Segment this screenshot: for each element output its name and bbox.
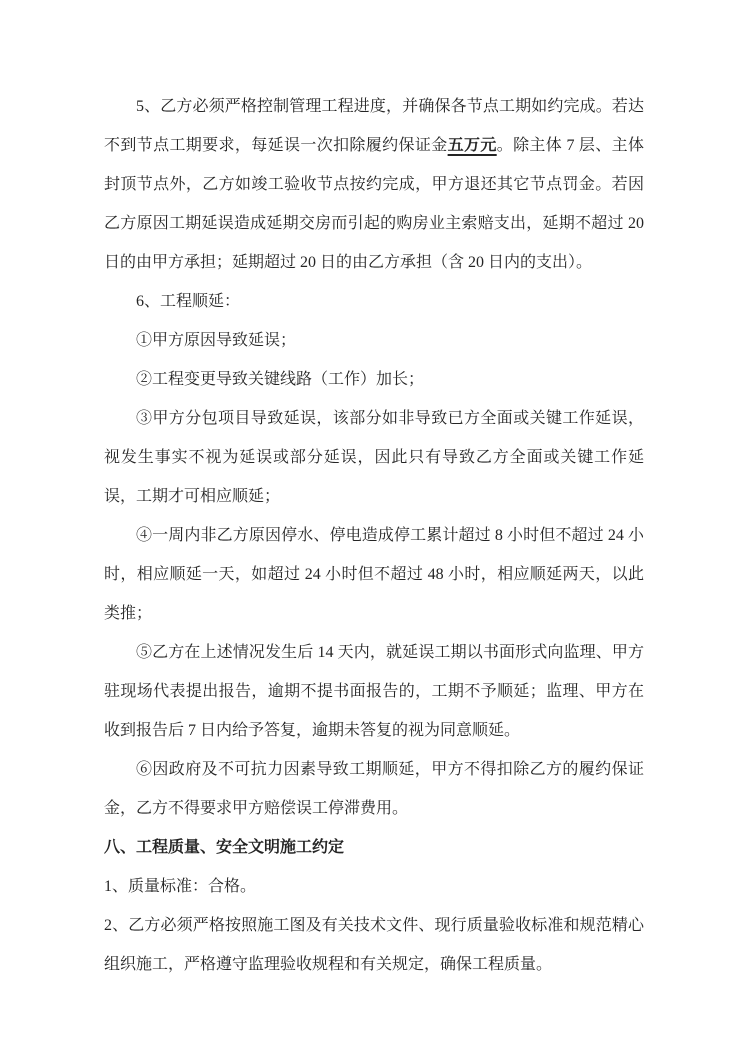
text-segment: 6、工程顺延： <box>136 293 241 310</box>
section-heading <box>104 828 644 867</box>
text-segment: ①甲方原因导致延误； <box>136 332 297 349</box>
text-segment: 八、工程质量、安全文明施工约定 <box>104 839 345 856</box>
paragraph <box>104 906 644 984</box>
paragraph <box>104 321 644 360</box>
paragraph <box>104 516 644 633</box>
text-segment: ②工程变更导致关键线路（工作）加长； <box>136 371 425 388</box>
paragraph <box>104 750 644 828</box>
text-segment: 5、乙方必须严格控制管理工程进度，并确保各节点工期如约完成。若达不到节点工期要求，每延误一次扣除履约保证金 <box>104 98 644 154</box>
text-segment: 1、质量标准：合格。 <box>104 878 257 895</box>
text-segment: ⑥因政府及不可抗力因素导致工期顺延，甲方不得扣除乙方的履约保证金，乙方不得要求甲方赔偿误工停滞费用。 <box>104 761 644 817</box>
paragraph <box>104 633 644 750</box>
paragraph <box>104 87 644 282</box>
text-segment: ⑤乙方在上述情况发生后 14 天内，就延误工期以书面形式向监理、甲方驻现场代表提出报告，逾期不提书面报告的，工期不予顺延；监理、甲方在收到报告后 7 日内给予答复，逾期未答复的视为同意顺延。 <box>104 644 644 739</box>
text-segment: 五万元 <box>447 137 497 154</box>
text-segment: 。除主体 7 层、主体封顶节点外，乙方如竣工验收节点按约完成，甲方退还其它节点罚金。若因乙方原因工期延误造成延期交房而引起的购房业主索赔支出，延期不超过 20 日的由甲方承担；延期超过 20 日的由乙方承担（含 20 日内的支出）。 <box>104 137 644 271</box>
text-segment: ④一周内非乙方原因停水、停电造成停工累计超过 8 小时但不超过 24 小时，相应顺延一天，如超过 24 小时但不超过 48 小时，相应顺延两天，以此类推； <box>104 527 644 622</box>
paragraph <box>104 282 644 321</box>
paragraph <box>104 360 644 399</box>
text-segment: ③甲方分包项目导致延误，该部分如非导致已方全面或关键工作延误，视发生事实不视为延误或部分延误，因此只有导致乙方全面或关键工作延误，工期才可相应顺延； <box>104 410 644 505</box>
paragraph <box>104 867 644 906</box>
text-segment: 2、乙方必须严格按照施工图及有关技术文件、现行质量验收标准和规范精心组织施工，严格遵守监理验收规程和有关规定，确保工程质量。 <box>104 917 644 973</box>
document-body <box>104 87 644 984</box>
paragraph <box>104 399 644 516</box>
